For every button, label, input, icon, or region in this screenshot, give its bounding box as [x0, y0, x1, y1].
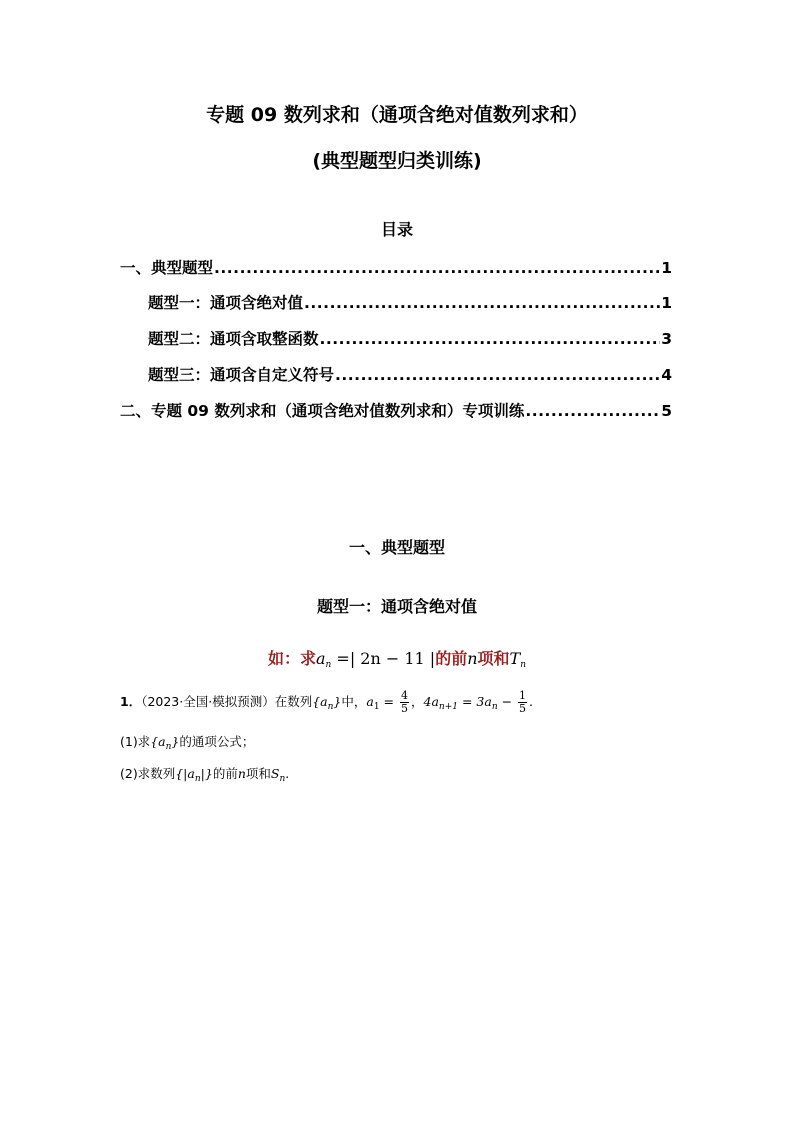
toc-item-page: 3 [661, 330, 672, 348]
toc-leader-dots [304, 294, 660, 312]
example-prefix: 如：求 [267, 649, 316, 668]
part2-n: n [237, 766, 246, 781]
toc-item-page: 5 [661, 402, 672, 420]
part1-sub: n [165, 742, 172, 752]
example-T: T [509, 649, 521, 668]
part1-seq: {a [150, 734, 166, 749]
toc-leader-dots [335, 366, 660, 384]
toc-leader-dots [320, 330, 661, 348]
a1-eq: = [379, 694, 398, 709]
rec-mid: = 3a [458, 694, 492, 709]
toc-leader-dots [214, 259, 660, 277]
part1-suffix: 的通项公式； [179, 734, 255, 749]
toc-item-label: 一、典型题型 [120, 259, 214, 277]
problem-1-statement [120, 690, 533, 715]
toc-item-page: 1 [661, 294, 672, 312]
toc-item-page: 1 [661, 259, 672, 277]
part2-close: |} [200, 766, 213, 781]
part1-prefix: (1)求 [120, 734, 151, 749]
toc-item-type-3[interactable] [148, 363, 672, 385]
toc-item-label: 题型三：通项含自定义符号 [148, 366, 335, 384]
toc-heading: 目录 [380, 220, 413, 239]
example-T-sub: n [520, 660, 527, 670]
toc-item-page: 4 [661, 366, 672, 384]
fraction-four-fifths [400, 690, 409, 715]
rec-sub: n+1 [438, 702, 458, 712]
part2-seq: {|a [175, 766, 195, 781]
example-statement [0, 646, 794, 670]
part1-close: } [171, 734, 180, 749]
frac1-den: 5 [401, 702, 408, 715]
problem-comma: ， [411, 694, 424, 709]
a1-sub: 1 [373, 702, 380, 712]
frac2-den: 5 [519, 702, 527, 715]
toc-item-label: 题型二：通项含取整函数 [148, 330, 319, 348]
part2-Ssub: n [279, 774, 286, 784]
part2-mid: 的前 [212, 766, 238, 781]
example-a: a [315, 649, 326, 668]
problem-mid: 中， [341, 694, 367, 709]
problem-source: （2023·全国·模拟预测）在数列 [141, 694, 313, 709]
part2-sub: n [194, 774, 201, 784]
part2-S: S [270, 766, 280, 781]
document-title-line1: 专题 09 数列求和（通项含绝对值数列求和） [206, 104, 588, 126]
example-formula: =| 2n − 11 | [331, 649, 436, 668]
seq-a: {a [312, 694, 328, 709]
example-a-sub: n [325, 660, 332, 670]
seq-close: } [333, 694, 342, 709]
toc-item-label: 二、专题 09 数列求和（通项含绝对值数列求和）专项训练 [120, 402, 525, 420]
toc-leader-dots [525, 402, 660, 420]
problem-1-part-2 [120, 764, 289, 784]
example-n: n [467, 649, 478, 668]
problem-end: . [529, 694, 534, 709]
problem-1-part-1 [120, 732, 254, 752]
part2-mid2: 项和 [245, 766, 271, 781]
rec-left: 4a [423, 694, 439, 709]
example-middle: 的前 [435, 649, 468, 668]
frac1-num: 4 [401, 689, 408, 702]
document-title-line2: (典型题型归类训练) [312, 150, 482, 172]
part2-prefix: (2)求数列 [120, 766, 176, 781]
frac2-num: 1 [519, 689, 527, 702]
example-suffix: 项和 [477, 649, 510, 668]
toc-item-typical-types[interactable] [120, 256, 672, 278]
problem-number: 1． [120, 694, 142, 709]
a1: a [366, 694, 374, 709]
part2-end: . [285, 766, 290, 781]
seq-a-sub: n [327, 702, 334, 712]
toc-item-label: 题型一：通项含绝对值 [148, 294, 304, 312]
section-subheading: 题型一：通项含绝对值 [316, 597, 477, 616]
rec-minus: − [497, 694, 517, 709]
toc-item-type-2[interactable] [148, 327, 672, 349]
rec-sub2: n [491, 702, 498, 712]
section-heading: 一、典型题型 [348, 538, 445, 557]
toc-item-type-1[interactable] [148, 291, 672, 313]
fraction-one-fifth [518, 690, 527, 715]
toc-item-special-training[interactable] [120, 399, 672, 421]
